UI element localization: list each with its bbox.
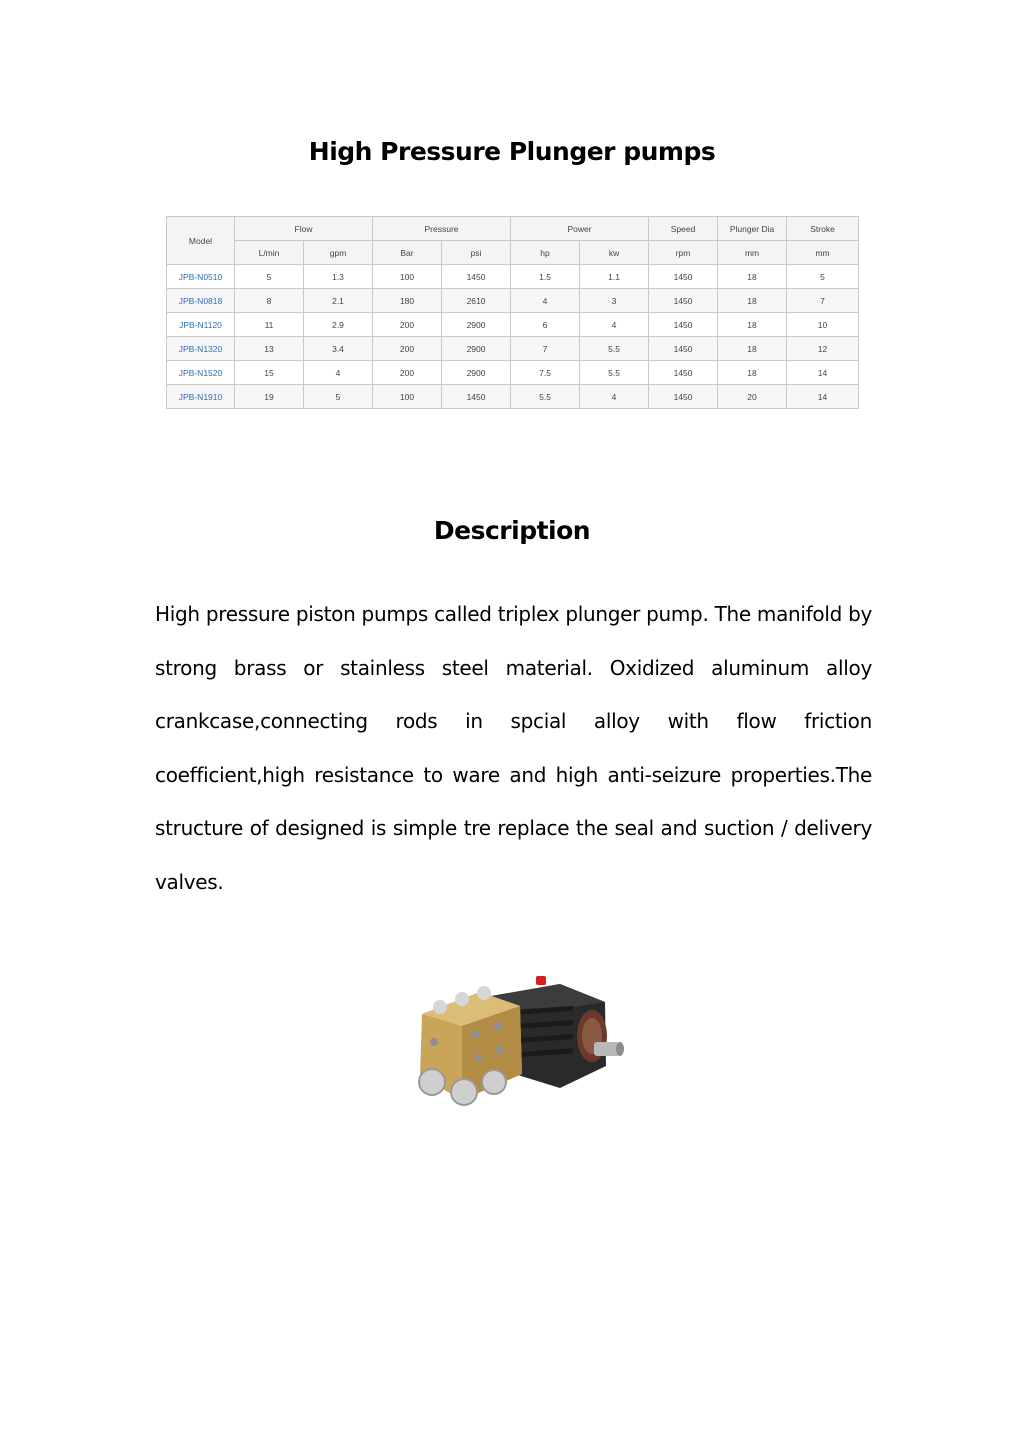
table-cell: 2900 xyxy=(442,313,511,337)
col-header-model: Model xyxy=(167,217,235,265)
unit-header: kw xyxy=(580,241,649,265)
table-cell: 200 xyxy=(373,313,442,337)
table-row xyxy=(167,361,859,385)
model-link[interactable]: JPB-N1120 xyxy=(167,313,235,337)
table-cell: 1.5 xyxy=(511,265,580,289)
table-cell: 1.1 xyxy=(580,265,649,289)
table-cell: 3.4 xyxy=(304,337,373,361)
table-cell: 14 xyxy=(787,385,859,409)
model-link[interactable]: JPB-N0510 xyxy=(167,265,235,289)
table-cell: 5.5 xyxy=(511,385,580,409)
col-header-flow: Flow xyxy=(235,217,373,241)
table-cell: 1450 xyxy=(649,289,718,313)
table-cell: 1450 xyxy=(649,337,718,361)
table-cell: 7 xyxy=(787,289,859,313)
table-cell: 10 xyxy=(787,313,859,337)
table-cell: 14 xyxy=(787,361,859,385)
table-cell: 18 xyxy=(718,265,787,289)
table-cell: 1450 xyxy=(649,313,718,337)
table-unit-header-row xyxy=(167,241,859,265)
table-cell: 5 xyxy=(787,265,859,289)
table-cell: 2900 xyxy=(442,337,511,361)
table-cell: 2.1 xyxy=(304,289,373,313)
table-row xyxy=(167,289,859,313)
unit-header: Bar xyxy=(373,241,442,265)
unit-header: hp xyxy=(511,241,580,265)
description-heading: Description xyxy=(433,516,591,545)
table-group-header-row xyxy=(167,217,859,241)
table-cell: 4 xyxy=(580,313,649,337)
table-cell: 1450 xyxy=(649,265,718,289)
table-cell: 100 xyxy=(373,265,442,289)
table-cell: 12 xyxy=(787,337,859,361)
model-link[interactable]: JPB-N1520 xyxy=(167,361,235,385)
table-cell: 19 xyxy=(235,385,304,409)
table-cell: 13 xyxy=(235,337,304,361)
pump-spec-table xyxy=(166,216,859,409)
col-header-power: Power xyxy=(511,217,649,241)
table-cell: 15 xyxy=(235,361,304,385)
table-cell: 5 xyxy=(235,265,304,289)
table-cell: 2610 xyxy=(442,289,511,313)
unit-header: gpm xyxy=(304,241,373,265)
table-cell: 20 xyxy=(718,385,787,409)
table-cell: 4 xyxy=(511,289,580,313)
table-cell: 200 xyxy=(373,361,442,385)
table-cell: 18 xyxy=(718,361,787,385)
table-row xyxy=(167,385,859,409)
unit-header: rpm xyxy=(649,241,718,265)
table-cell: 1450 xyxy=(442,265,511,289)
table-cell: 6 xyxy=(511,313,580,337)
table-row xyxy=(167,265,859,289)
table-cell: 5.5 xyxy=(580,337,649,361)
table-cell: 4 xyxy=(580,385,649,409)
model-link[interactable]: JPB-N1910 xyxy=(167,385,235,409)
col-header-speed: Speed xyxy=(649,217,718,241)
page-title: High Pressure Plunger pumps xyxy=(308,137,716,166)
table-cell: 18 xyxy=(718,337,787,361)
table-cell: 18 xyxy=(718,289,787,313)
table-cell: 3 xyxy=(580,289,649,313)
unit-header: mm xyxy=(718,241,787,265)
table-cell: 1.3 xyxy=(304,265,373,289)
table-cell: 100 xyxy=(373,385,442,409)
table-cell: 2.9 xyxy=(304,313,373,337)
table-cell: 1450 xyxy=(649,361,718,385)
col-header-plunger-dia: Plunger Dia xyxy=(718,217,787,241)
table-cell: 180 xyxy=(373,289,442,313)
table-cell: 8 xyxy=(235,289,304,313)
description-paragraph: High pressure piston pumps called triplex plunger pump. The manifold by strong brass or stainless steel material. Oxidized aluminum alloy crankcase,connecting rods in spcial alloy with flow friction coefficient,high resistance to ware and high anti-seizure properties.The structure of designed is simple tre replace the seal and suction / delivery valves. xyxy=(155,602,873,894)
unit-header: mm xyxy=(787,241,859,265)
col-header-stroke: Stroke xyxy=(787,217,859,241)
table-cell: 7.5 xyxy=(511,361,580,385)
table-cell: 5 xyxy=(304,385,373,409)
table-row xyxy=(167,313,859,337)
col-header-pressure: Pressure xyxy=(373,217,511,241)
table-cell: 11 xyxy=(235,313,304,337)
table-cell: 7 xyxy=(511,337,580,361)
model-link[interactable]: JPB-N1320 xyxy=(167,337,235,361)
table-cell: 2900 xyxy=(442,361,511,385)
pump-product-image xyxy=(410,962,630,1122)
model-link[interactable]: JPB-N0818 xyxy=(167,289,235,313)
table-row xyxy=(167,337,859,361)
table-cell: 1450 xyxy=(442,385,511,409)
table-cell: 200 xyxy=(373,337,442,361)
description-body xyxy=(155,588,872,910)
table-cell: 18 xyxy=(718,313,787,337)
unit-header: psi xyxy=(442,241,511,265)
table-cell: 4 xyxy=(304,361,373,385)
unit-header: L/min xyxy=(235,241,304,265)
table-cell: 1450 xyxy=(649,385,718,409)
table-cell: 5.5 xyxy=(580,361,649,385)
